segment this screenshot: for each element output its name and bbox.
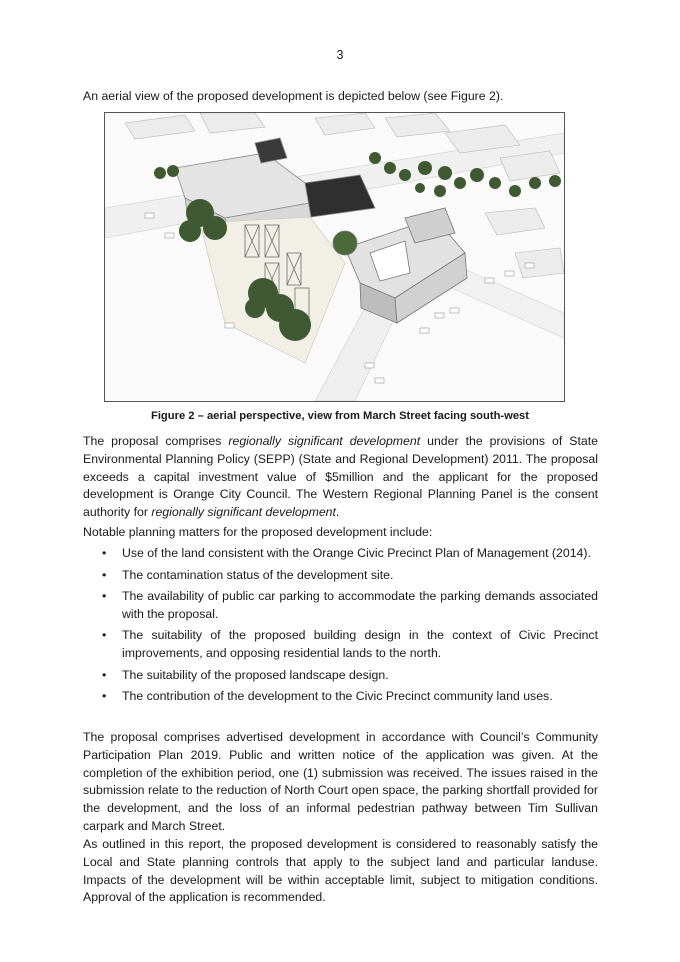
list-item: [100, 567, 598, 585]
figure-caption: Figure 2 – aerial perspective, view from March Street facing south-west: [150, 410, 529, 422]
list-item: [100, 667, 598, 685]
list-item: [100, 545, 598, 563]
paragraph-conclusion: As outlined in this report, the proposed development is considered to reasonably satisfy the Local and State planning controls that apply to the subject land and particular landuse. Impacts of the development will be within acceptable limit, subject to mitigation conditions. Approval of the application is recommended.: [83, 837, 598, 905]
paragraph-text: under the provisions of State Environmental Planning Policy (SEPP) (State and Regional Development) 2011. The proposal exceeds a capital investment value of $5million and the applicant for the proposed development is Orange City Council. The Western Regional Planning Panel is the consent authority for: [83, 434, 598, 520]
paragraph-planning-matters-intro: Notable planning matters for the proposed development include:: [83, 525, 433, 539]
list-item-text: Use of the land consistent with the Orange Civic Precinct Plan of Management (2014).: [122, 546, 591, 560]
intro-sentence: An aerial view of the proposed development is depicted below (see Figure 2).: [83, 89, 504, 103]
paragraph-notification: The proposal comprises advertised development in accordance with Council’s Community Participation Plan 2019. Public and written notice of the application was given. At the completion of the exhibition period, one (1) submission was received. The issues raised in the submission relate to the reduction of North Court open space, the parking shortfall provided for the development, and the loss of an informal pedestrian pathway between Tim Sullivan carpark and March Street.: [83, 730, 598, 833]
aerial-perspective-figure: [104, 112, 565, 402]
list-item: [100, 688, 598, 706]
list-item-text: The suitability of the proposed landscape design.: [122, 667, 389, 682]
list-item-text: The availability of public car parking to accommodate the parking demands associated with the proposal.: [122, 589, 598, 621]
bullet-icon: •: [102, 567, 107, 582]
list-item-text: The suitability of the proposed building design in the context of Civic Precinct improvements, and opposing residential lands to the north.: [122, 628, 598, 660]
paragraph-text: The proposal comprises: [83, 434, 229, 448]
planning-matters-list: [100, 545, 598, 710]
aerial-rendering-illustration: [105, 113, 564, 401]
bullet-icon: •: [102, 689, 107, 704]
bullet-icon: •: [102, 628, 107, 643]
paragraph-text: .: [335, 505, 340, 520]
emphasis-text: regionally significant development: [228, 434, 421, 448]
paragraph-regional-significance: [83, 433, 598, 522]
list-item-text: The contribution of the development to the Civic Precinct community land uses.: [122, 689, 553, 704]
list-item-text: The contamination status of the development site.: [122, 567, 394, 582]
emphasis-text: regionally significant development: [151, 505, 336, 520]
page-number: 3: [336, 48, 344, 62]
bullet-icon: •: [102, 589, 107, 604]
bullet-icon: •: [102, 667, 107, 682]
bullet-icon: •: [102, 546, 107, 560]
list-item: [100, 588, 598, 623]
list-item: [100, 627, 598, 662]
